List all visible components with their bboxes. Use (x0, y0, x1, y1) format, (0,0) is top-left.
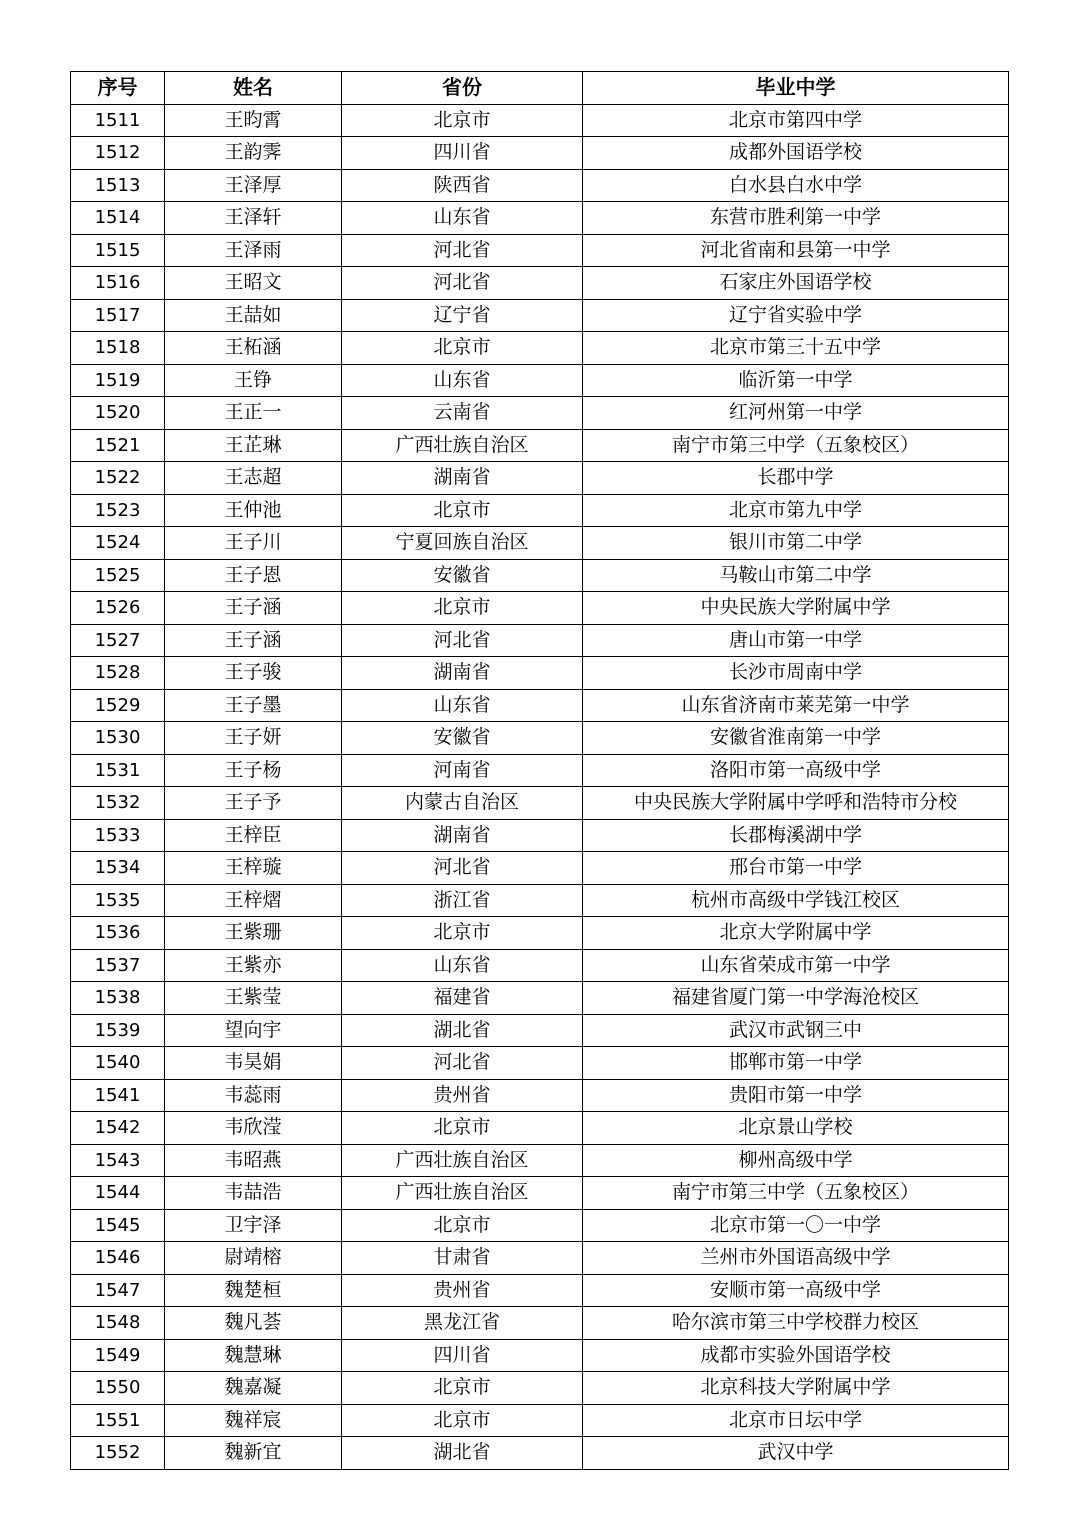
cell-serial-number: 1547 (71, 1274, 165, 1307)
cell-name: 王志超 (165, 462, 342, 495)
cell-name: 王紫珊 (165, 917, 342, 950)
table-row (71, 1307, 1009, 1340)
cell-name: 王泽轩 (165, 202, 342, 235)
cell-serial-number: 1528 (71, 657, 165, 690)
cell-graduating-school: 安顺市第一高级中学 (583, 1274, 1009, 1307)
cell-name: 王子骏 (165, 657, 342, 690)
cell-graduating-school: 哈尔滨市第三中学校群力校区 (583, 1307, 1009, 1340)
cell-graduating-school: 武汉中学 (583, 1437, 1009, 1470)
cell-graduating-school: 柳州高级中学 (583, 1144, 1009, 1177)
cell-serial-number: 1542 (71, 1112, 165, 1145)
cell-name: 王柘涵 (165, 332, 342, 365)
cell-name: 魏慧琳 (165, 1339, 342, 1372)
cell-graduating-school: 邢台市第一中学 (583, 852, 1009, 885)
cell-province: 河北省 (342, 234, 583, 267)
cell-serial-number: 1527 (71, 624, 165, 657)
cell-name: 魏楚桓 (165, 1274, 342, 1307)
cell-serial-number: 1532 (71, 787, 165, 820)
cell-province: 山东省 (342, 689, 583, 722)
cell-name: 王正一 (165, 397, 342, 430)
cell-graduating-school: 南宁市第三中学（五象校区） (583, 429, 1009, 462)
cell-graduating-school: 长沙市周南中学 (583, 657, 1009, 690)
cell-serial-number: 1523 (71, 494, 165, 527)
cell-graduating-school: 中央民族大学附属中学呼和浩特市分校 (583, 787, 1009, 820)
cell-province: 北京市 (342, 332, 583, 365)
cell-graduating-school: 唐山市第一中学 (583, 624, 1009, 657)
cell-province: 四川省 (342, 1339, 583, 1372)
cell-graduating-school: 兰州市外国语高级中学 (583, 1242, 1009, 1275)
cell-province: 北京市 (342, 104, 583, 137)
cell-name: 王子川 (165, 527, 342, 560)
cell-province: 湖南省 (342, 462, 583, 495)
cell-serial-number: 1514 (71, 202, 165, 235)
cell-graduating-school: 石家庄外国语学校 (583, 267, 1009, 300)
table-row (71, 917, 1009, 950)
table-row (71, 332, 1009, 365)
cell-province: 河南省 (342, 754, 583, 787)
cell-province: 辽宁省 (342, 299, 583, 332)
cell-name: 韦蕊雨 (165, 1079, 342, 1112)
table-row (71, 1339, 1009, 1372)
cell-name: 韦欣滢 (165, 1112, 342, 1145)
table-row (71, 1079, 1009, 1112)
cell-graduating-school: 山东省济南市莱芜第一中学 (583, 689, 1009, 722)
table-row (71, 267, 1009, 300)
cell-name: 王子杨 (165, 754, 342, 787)
cell-name: 卫宇泽 (165, 1209, 342, 1242)
cell-province: 陕西省 (342, 169, 583, 202)
cell-graduating-school: 红河州第一中学 (583, 397, 1009, 430)
cell-graduating-school: 成都市实验外国语学校 (583, 1339, 1009, 1372)
cell-graduating-school: 山东省荣成市第一中学 (583, 949, 1009, 982)
cell-serial-number: 1539 (71, 1014, 165, 1047)
cell-graduating-school: 马鞍山市第二中学 (583, 559, 1009, 592)
cell-province: 黑龙江省 (342, 1307, 583, 1340)
table-row (71, 1177, 1009, 1210)
cell-name: 魏祥宸 (165, 1404, 342, 1437)
cell-serial-number: 1535 (71, 884, 165, 917)
cell-name: 王昀霄 (165, 104, 342, 137)
cell-graduating-school: 安徽省淮南第一中学 (583, 722, 1009, 755)
cell-province: 四川省 (342, 137, 583, 170)
cell-graduating-school: 临沂第一中学 (583, 364, 1009, 397)
table-row (71, 234, 1009, 267)
cell-graduating-school: 成都外国语学校 (583, 137, 1009, 170)
table-body (71, 104, 1009, 1469)
table-row (71, 624, 1009, 657)
table-row (71, 949, 1009, 982)
cell-name: 王梓臣 (165, 819, 342, 852)
cell-serial-number: 1520 (71, 397, 165, 430)
cell-province: 河北省 (342, 624, 583, 657)
cell-serial-number: 1512 (71, 137, 165, 170)
cell-name: 尉靖榕 (165, 1242, 342, 1275)
cell-province: 北京市 (342, 917, 583, 950)
cell-graduating-school: 银川市第二中学 (583, 527, 1009, 560)
cell-serial-number: 1548 (71, 1307, 165, 1340)
header-graduating-school: 毕业中学 (583, 72, 1009, 105)
cell-serial-number: 1515 (71, 234, 165, 267)
table-row (71, 104, 1009, 137)
cell-serial-number: 1526 (71, 592, 165, 625)
cell-name: 王喆如 (165, 299, 342, 332)
table-row (71, 137, 1009, 170)
header-name: 姓名 (165, 72, 342, 105)
cell-graduating-school: 北京景山学校 (583, 1112, 1009, 1145)
cell-graduating-school: 邯郸市第一中学 (583, 1047, 1009, 1080)
header-row (71, 72, 1009, 105)
cell-province: 安徽省 (342, 559, 583, 592)
table-row (71, 689, 1009, 722)
cell-name: 王铮 (165, 364, 342, 397)
table-row (71, 754, 1009, 787)
cell-province: 河北省 (342, 852, 583, 885)
cell-name: 王梓璇 (165, 852, 342, 885)
cell-graduating-school: 洛阳市第一高级中学 (583, 754, 1009, 787)
table-row (71, 1404, 1009, 1437)
table-row (71, 169, 1009, 202)
cell-province: 广西壮族自治区 (342, 429, 583, 462)
cell-graduating-school: 辽宁省实验中学 (583, 299, 1009, 332)
table-row (71, 494, 1009, 527)
cell-province: 宁夏回族自治区 (342, 527, 583, 560)
table-header (71, 72, 1009, 105)
table-row (71, 592, 1009, 625)
cell-name: 王子恩 (165, 559, 342, 592)
table-row (71, 299, 1009, 332)
cell-serial-number: 1513 (71, 169, 165, 202)
cell-province: 北京市 (342, 1209, 583, 1242)
cell-serial-number: 1516 (71, 267, 165, 300)
cell-name: 魏凡荟 (165, 1307, 342, 1340)
cell-graduating-school: 北京市第四中学 (583, 104, 1009, 137)
table-row (71, 1242, 1009, 1275)
cell-name: 王韵霁 (165, 137, 342, 170)
table-row (71, 462, 1009, 495)
cell-serial-number: 1519 (71, 364, 165, 397)
cell-province: 北京市 (342, 1372, 583, 1405)
cell-serial-number: 1525 (71, 559, 165, 592)
cell-province: 内蒙古自治区 (342, 787, 583, 820)
cell-graduating-school: 中央民族大学附属中学 (583, 592, 1009, 625)
cell-province: 河北省 (342, 267, 583, 300)
cell-serial-number: 1541 (71, 1079, 165, 1112)
cell-name: 王子涵 (165, 592, 342, 625)
cell-serial-number: 1546 (71, 1242, 165, 1275)
cell-province: 福建省 (342, 982, 583, 1015)
cell-serial-number: 1529 (71, 689, 165, 722)
cell-name: 韦昭燕 (165, 1144, 342, 1177)
cell-province: 北京市 (342, 1404, 583, 1437)
cell-province: 安徽省 (342, 722, 583, 755)
cell-serial-number: 1549 (71, 1339, 165, 1372)
cell-serial-number: 1521 (71, 429, 165, 462)
cell-province: 山东省 (342, 202, 583, 235)
cell-serial-number: 1550 (71, 1372, 165, 1405)
table-row (71, 202, 1009, 235)
cell-province: 北京市 (342, 494, 583, 527)
cell-serial-number: 1545 (71, 1209, 165, 1242)
cell-province: 湖南省 (342, 657, 583, 690)
cell-graduating-school: 福建省厦门第一中学海沧校区 (583, 982, 1009, 1015)
cell-serial-number: 1524 (71, 527, 165, 560)
table-row (71, 1372, 1009, 1405)
cell-serial-number: 1544 (71, 1177, 165, 1210)
student-roster-table (70, 71, 1009, 1470)
cell-name: 魏新宜 (165, 1437, 342, 1470)
cell-serial-number: 1537 (71, 949, 165, 982)
table-row (71, 657, 1009, 690)
table-row (71, 787, 1009, 820)
cell-province: 浙江省 (342, 884, 583, 917)
cell-name: 王泽厚 (165, 169, 342, 202)
cell-province: 贵州省 (342, 1079, 583, 1112)
cell-province: 湖北省 (342, 1014, 583, 1047)
cell-serial-number: 1533 (71, 819, 165, 852)
cell-province: 山东省 (342, 364, 583, 397)
cell-serial-number: 1517 (71, 299, 165, 332)
cell-serial-number: 1511 (71, 104, 165, 137)
cell-name: 王子墨 (165, 689, 342, 722)
cell-province: 河北省 (342, 1047, 583, 1080)
cell-graduating-school: 武汉市武钢三中 (583, 1014, 1009, 1047)
cell-province: 贵州省 (342, 1274, 583, 1307)
cell-name: 韦昊娟 (165, 1047, 342, 1080)
cell-province: 北京市 (342, 1112, 583, 1145)
cell-name: 王仲池 (165, 494, 342, 527)
cell-graduating-school: 东营市胜利第一中学 (583, 202, 1009, 235)
cell-name: 王紫莹 (165, 982, 342, 1015)
cell-serial-number: 1540 (71, 1047, 165, 1080)
table-row (71, 1112, 1009, 1145)
cell-serial-number: 1534 (71, 852, 165, 885)
cell-name: 韦喆浩 (165, 1177, 342, 1210)
cell-graduating-school: 北京市第九中学 (583, 494, 1009, 527)
cell-serial-number: 1552 (71, 1437, 165, 1470)
cell-graduating-school: 贵阳市第一中学 (583, 1079, 1009, 1112)
cell-province: 广西壮族自治区 (342, 1177, 583, 1210)
table-row (71, 1144, 1009, 1177)
cell-serial-number: 1538 (71, 982, 165, 1015)
cell-province: 湖北省 (342, 1437, 583, 1470)
cell-name: 王子予 (165, 787, 342, 820)
cell-province: 广西壮族自治区 (342, 1144, 583, 1177)
header-province: 省份 (342, 72, 583, 105)
cell-serial-number: 1531 (71, 754, 165, 787)
cell-serial-number: 1522 (71, 462, 165, 495)
cell-graduating-school: 北京科技大学附属中学 (583, 1372, 1009, 1405)
table-row (71, 397, 1009, 430)
cell-province: 湖南省 (342, 819, 583, 852)
header-serial-number: 序号 (71, 72, 165, 105)
cell-name: 王芷琳 (165, 429, 342, 462)
table-row (71, 1047, 1009, 1080)
cell-serial-number: 1518 (71, 332, 165, 365)
cell-serial-number: 1530 (71, 722, 165, 755)
table-row (71, 1209, 1009, 1242)
table-row (71, 364, 1009, 397)
cell-graduating-school: 北京市第一〇一中学 (583, 1209, 1009, 1242)
table-row (71, 1437, 1009, 1470)
cell-name: 王梓熠 (165, 884, 342, 917)
table-row (71, 429, 1009, 462)
table-row (71, 527, 1009, 560)
cell-graduating-school: 南宁市第三中学（五象校区） (583, 1177, 1009, 1210)
cell-graduating-school: 杭州市高级中学钱江校区 (583, 884, 1009, 917)
table-row (71, 982, 1009, 1015)
cell-name: 魏嘉凝 (165, 1372, 342, 1405)
table-row (71, 1014, 1009, 1047)
cell-name: 王子妍 (165, 722, 342, 755)
cell-name: 王昭文 (165, 267, 342, 300)
cell-graduating-school: 长郡中学 (583, 462, 1009, 495)
cell-graduating-school: 白水县白水中学 (583, 169, 1009, 202)
cell-serial-number: 1536 (71, 917, 165, 950)
cell-graduating-school: 北京市日坛中学 (583, 1404, 1009, 1437)
cell-serial-number: 1551 (71, 1404, 165, 1437)
table-row (71, 559, 1009, 592)
cell-graduating-school: 河北省南和县第一中学 (583, 234, 1009, 267)
cell-serial-number: 1543 (71, 1144, 165, 1177)
cell-province: 山东省 (342, 949, 583, 982)
table-row (71, 819, 1009, 852)
cell-graduating-school: 长郡梅溪湖中学 (583, 819, 1009, 852)
cell-name: 王子涵 (165, 624, 342, 657)
table-row (71, 884, 1009, 917)
cell-province: 甘肃省 (342, 1242, 583, 1275)
cell-name: 王泽雨 (165, 234, 342, 267)
cell-province: 北京市 (342, 592, 583, 625)
cell-name: 王紫亦 (165, 949, 342, 982)
table-row (71, 1274, 1009, 1307)
cell-name: 望向宇 (165, 1014, 342, 1047)
cell-graduating-school: 北京市第三十五中学 (583, 332, 1009, 365)
table-row (71, 722, 1009, 755)
cell-graduating-school: 北京大学附属中学 (583, 917, 1009, 950)
table-row (71, 852, 1009, 885)
cell-province: 云南省 (342, 397, 583, 430)
